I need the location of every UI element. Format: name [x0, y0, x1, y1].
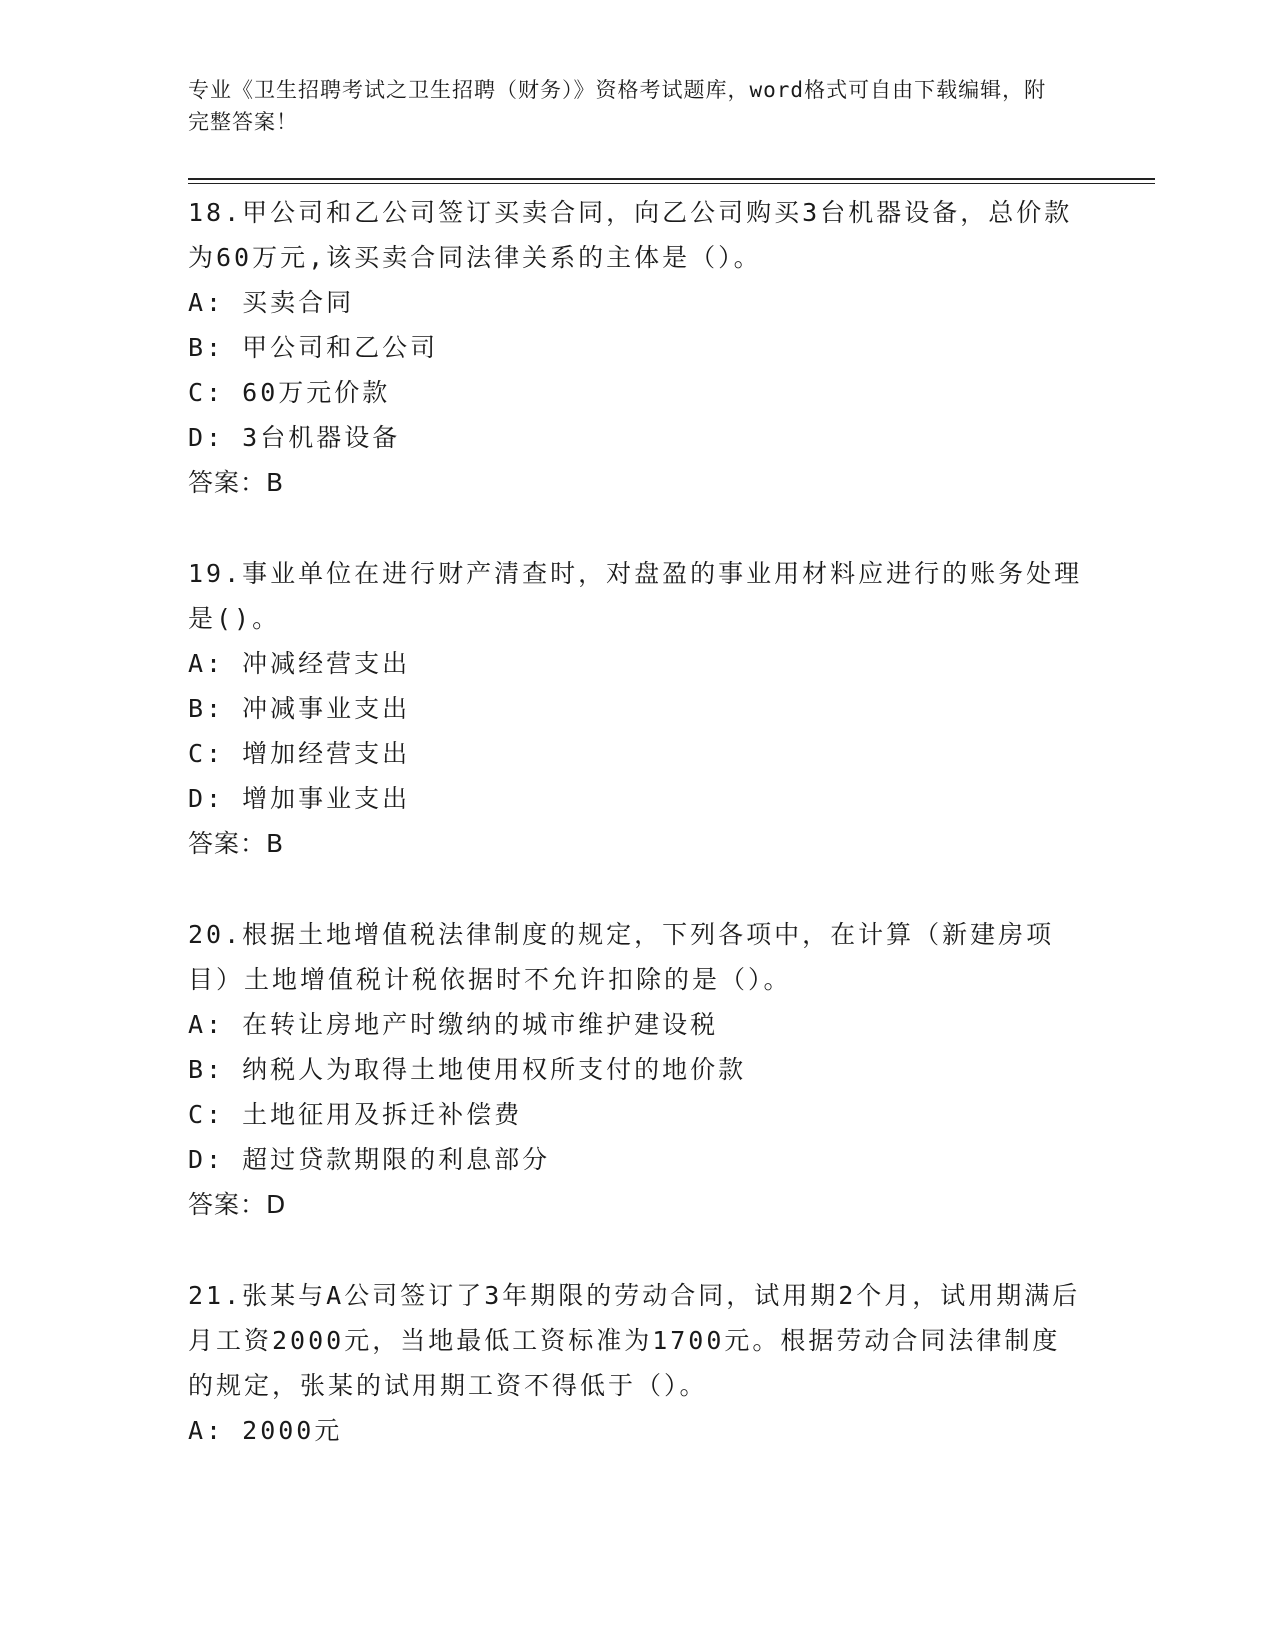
- question-stem: 20.根据土地增值税法律制度的规定，下列各项中，在计算（新建房项目）土地增值税计税依据时不允许扣除的是（）。: [188, 920, 1055, 994]
- question-list: [188, 190, 1088, 1499]
- question-stem: 18.甲公司和乙公司签订买卖合同，向乙公司购买3台机器设备，总价款为60万元,该买卖合同法律关系的主体是（）。: [188, 198, 1073, 272]
- question-stem: 21.张某与A公司签订了3年期限的劳动合同，试用期2个月，试用期满后月工资2000元，当地最低工资标准为1700元。根据劳动合同法律制度的规定，张某的试用期工资不得低于（）。: [188, 1281, 1081, 1400]
- option-b: B: 冲减事业支出: [188, 694, 411, 723]
- option-a: A: 在转让房地产时缴纳的城市维护建设税: [188, 1010, 719, 1039]
- question-20: [188, 912, 1088, 1227]
- option-d: D: 增加事业支出: [188, 784, 411, 813]
- answer-line: 答案：B: [188, 468, 285, 497]
- question-19: [188, 551, 1088, 866]
- option-d: D: 3台机器设备: [188, 423, 401, 452]
- option-a: A: 买卖合同: [188, 288, 355, 317]
- option-c: C: 增加经营支出: [188, 739, 411, 768]
- question-21: [188, 1273, 1088, 1453]
- question-stem: 19.事业单位在进行财产清查时，对盘盈的事业用材料应进行的账务处理是()。: [188, 559, 1083, 633]
- option-c: C: 土地征用及拆迁补偿费: [188, 1100, 523, 1129]
- answer-line: 答案：D: [188, 1190, 287, 1219]
- document-header: 专业《卫生招聘考试之卫生招聘（财务）》资格考试题库，word格式可自由下载编辑，附完整答案！: [188, 78, 1047, 134]
- option-d: D: 超过贷款期限的利息部分: [188, 1145, 551, 1174]
- header-divider-thick: [188, 178, 1155, 180]
- question-18: [188, 190, 1088, 505]
- option-c: C: 60万元价款: [188, 378, 391, 407]
- option-b: B: 纳税人为取得土地使用权所支付的地价款: [188, 1055, 747, 1084]
- option-a: A: 冲减经营支出: [188, 649, 411, 678]
- option-a: A: 2000元: [188, 1416, 343, 1445]
- header-divider-thin: [188, 183, 1155, 184]
- option-b: B: 甲公司和乙公司: [188, 333, 439, 362]
- answer-line: 答案：B: [188, 829, 285, 858]
